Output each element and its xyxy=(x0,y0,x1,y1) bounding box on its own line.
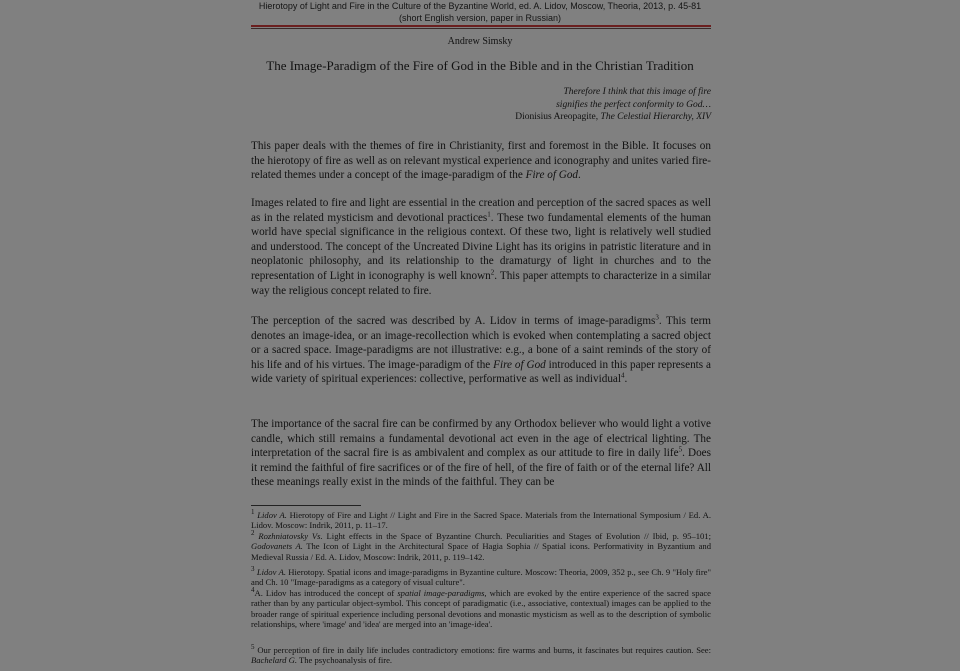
text: . xyxy=(578,169,581,182)
footnote-ref[interactable]: 3 xyxy=(655,313,659,322)
footnote-text: A. Lidov has introduced the concept of xyxy=(254,588,398,598)
footnote-3 xyxy=(251,567,711,588)
text: . This term denotes an image-idea, or an image-recollection which is evoked when contemplating a sacred object or a sacred space. Image-paradigms are not illustrative: e.g., a bone of a saint reminds of the story of his life and of his virtues. The image-paradigm of the xyxy=(251,315,711,371)
footnote-2 xyxy=(251,531,711,562)
footnote-author: Bachelard G. xyxy=(251,655,297,666)
footnote-4 xyxy=(251,588,711,629)
text: This paper deals with the themes of fire in Christianity, first and foremost in the Bible. It focuses on the hierotopy of fire as well as on relevant mystical experience and iconography and unites varied fire-related themes under a concept of the image-paradigm of the xyxy=(251,140,711,182)
text: Images related to fire and light are essential in the creation and perception of the sacred spaces as well as in the related mysticism and devotional practices xyxy=(251,197,711,224)
footnote-number: 5 xyxy=(251,643,255,652)
footnote-number: 2 xyxy=(251,529,255,538)
paragraph-intro xyxy=(251,139,711,183)
header-rule-thin xyxy=(251,28,711,29)
footnote-ref[interactable]: 5 xyxy=(678,445,683,454)
paper-title: The Image-Paradigm of the Fire of God in the Bible and in the Christian Tradition xyxy=(266,58,694,73)
footnote-ref[interactable]: 2 xyxy=(490,268,495,277)
footnote-text: Light effects in the Space of Byzantine Church. Peculiarities and Stages of Evolution // Ibid, p. 95–101; xyxy=(322,531,711,541)
footnote-emphasis: spatial image-paradigms xyxy=(397,588,485,598)
footnote-number: 4 xyxy=(251,586,255,595)
text: . xyxy=(624,373,628,386)
epigraph-line-1: Therefore I think that this image of fire xyxy=(563,87,711,97)
footnote-author: Lidov A. xyxy=(257,510,287,520)
epigraph xyxy=(515,86,711,124)
footnote-1 xyxy=(251,510,711,531)
author-name: Andrew Simsky xyxy=(447,36,513,47)
epigraph-work: The Celestial Hierarchy, XIV xyxy=(600,112,711,122)
footnote-text: Hierotopy of Fire and Light // Light and Fire in the Sacred Space. Materials from the International Symposium / Ed. A. Lidov. Moscow: Indrik, 2011, p. 11–17. xyxy=(251,510,711,531)
footnote-text: , which are evoked by the entire experience of the sacred space rather than by any particular object-symbol. This concept of paradigmatic (i.e., associative, contextual) images can be applied to the broader range of spiritual experience including personal devotions and monastic mysticism as well as to the description of symbolic relationships, where 'image' and 'idea' are merged into an 'image-idea'. xyxy=(251,588,711,629)
footnote-ref[interactable]: 4 xyxy=(621,371,625,380)
footnote-text: Hierotopy. Spatial icons and image-paradigms in Byzantine culture. Moscow: Theoria, 2009, 352 p., see Ch. 9 "Holy fire" and Ch. 10 "Image-paradigms as a category of visual culture". xyxy=(251,567,712,588)
footnote-text: Our perception of fire in daily life includes contradictory emotions: fire warms and burns, it fascinates but requires caution. See: xyxy=(257,645,711,655)
epigraph-author: Dionisius Areopagite, xyxy=(515,112,601,122)
epigraph-line-2: signifies the perfect conformity to God… xyxy=(556,99,711,110)
header-rule-thick xyxy=(251,25,711,27)
text: introduced in this paper represents a wide variety of spiritual experiences: collective, performative as well as individual xyxy=(251,358,711,386)
footnote-5 xyxy=(251,645,711,666)
text: . These two fundamental elements of the human world have special significance in the religious context. Of these two, light is relatively well studied and understood. The concept of the Uncreated Divine Light has its origins in patristic literature and in neoplatonic philosophy, and its relationship to the dramaturgy of light in churches and to the representation of Light in iconography is well known xyxy=(251,211,712,282)
document-page xyxy=(245,0,715,671)
footnote-ref[interactable]: 1 xyxy=(487,209,491,218)
text: The importance of the sacral fire can be confirmed by any Orthodox believer who would light a votive candle, which still remains a fundamental devotional act even in the age of electrical lighting. The interpretation of the sacral fire is as ambivalent and complex as our attitude to fire in daily life xyxy=(251,418,711,460)
footnote-number: 3 xyxy=(251,565,255,574)
header-note: (short English version, paper in Russian) xyxy=(398,13,562,23)
running-header xyxy=(245,0,715,24)
text: . Does it remind the faithful of fire sacrifices or of the fire of hell, of the fire of faith or of the eternal life? All these meanings really exist in the minds of the faithful. They can be xyxy=(251,447,712,489)
paragraph-sacral-fire xyxy=(251,417,711,490)
footnote-number: 1 xyxy=(251,508,255,517)
text: The perception of the sacred was described by A. Lidov in terms of image-paradigms xyxy=(251,315,656,327)
footnote-text: The psychoanalysis of fire. xyxy=(296,655,393,666)
footnote-text: The Icon of Light in the Architectural Space of Hagia Sophia // Spatial icons. Performativity in Byzantium and Medieval Russia / Ed. A. Lidov, Moscow: Indrik, 2011, p. 119–142. xyxy=(251,541,711,562)
paragraph-image-paradigms xyxy=(251,314,711,387)
emphasis: Fire of God xyxy=(493,358,546,371)
footnote-author: Lidov A. xyxy=(256,567,286,577)
paragraph-light xyxy=(251,196,711,298)
emphasis: Fire of God xyxy=(525,169,579,182)
footnote-author: Godovanets A. xyxy=(251,541,303,552)
text: . This paper attempts to characterize in a similar way the religious concept related to fire. xyxy=(251,269,711,297)
footnote-author: Rozhniatovsky Vs. xyxy=(258,531,323,541)
header-citation: Hierotopy of Light and Fire in the Culture of the Byzantine World, ed. A. Lidov, Moscow, Theoria, 2013, p. 45-81 xyxy=(258,1,702,11)
footnote-separator xyxy=(251,505,361,506)
